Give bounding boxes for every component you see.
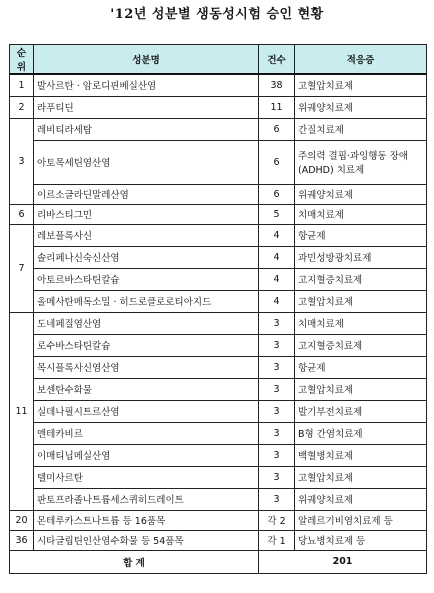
ingredient-cell: 실데나필시트르산염 bbox=[34, 400, 259, 422]
count-cell: 3 bbox=[259, 334, 295, 356]
count-cell: 3 bbox=[259, 422, 295, 444]
table-row bbox=[10, 74, 427, 96]
ingredient-cell: 라푸티딘 bbox=[34, 96, 259, 118]
ingredient-cell: 발사르탄 · 암로디핀베실산염 bbox=[34, 74, 259, 96]
table-row bbox=[10, 356, 427, 378]
count-cell: 4 bbox=[259, 290, 295, 312]
header-ingredient: 성분명 bbox=[34, 45, 259, 75]
ingredient-cell: 텔미사르탄 bbox=[34, 466, 259, 488]
use-cell: 치매치료제 bbox=[295, 312, 427, 334]
use-cell: 항균제 bbox=[295, 356, 427, 378]
table-row bbox=[10, 466, 427, 488]
count-cell: 5 bbox=[259, 204, 295, 224]
ingredient-cell: 레보플록사신 bbox=[34, 224, 259, 246]
table-row bbox=[10, 224, 427, 246]
use-cell: 고혈압치료제 bbox=[295, 74, 427, 96]
count-cell: 3 bbox=[259, 444, 295, 466]
approval-table bbox=[9, 44, 427, 574]
use-cell: 백혈병치료제 bbox=[295, 444, 427, 466]
count-cell: 4 bbox=[259, 246, 295, 268]
use-cell: 고혈압치료제 bbox=[295, 378, 427, 400]
use-cell: 고혈압치료제 bbox=[295, 466, 427, 488]
count-cell: 11 bbox=[259, 96, 295, 118]
total-label: 합 계 bbox=[10, 550, 259, 573]
count-cell: 38 bbox=[259, 74, 295, 96]
ingredient-cell: 몬테루카스트나트륨 등 16품목 bbox=[34, 510, 259, 530]
use-cell: 고지혈증치료제 bbox=[295, 268, 427, 290]
total-row bbox=[10, 550, 427, 573]
ingredient-cell: 이르소글라딘말레산염 bbox=[34, 184, 259, 204]
use-cell: 위궤양치료제 bbox=[295, 184, 427, 204]
table-row bbox=[10, 246, 427, 268]
ingredient-cell: 판토프라졸나트륨세스퀴히드레이트 bbox=[34, 488, 259, 510]
table-row bbox=[10, 400, 427, 422]
use-cell: 항균제 bbox=[295, 224, 427, 246]
table-row bbox=[10, 510, 427, 530]
use-cell: 당뇨병치료제 등 bbox=[295, 530, 427, 550]
use-cell: 알레르기비염치료제 등 bbox=[295, 510, 427, 530]
use-cell: 위궤양치료제 bbox=[295, 96, 427, 118]
use-cell: B형 간염치료제 bbox=[295, 422, 427, 444]
count-cell: 3 bbox=[259, 356, 295, 378]
rank-cell: 11 bbox=[10, 312, 34, 510]
table-row bbox=[10, 118, 427, 140]
use-cell: 주의력 결핍·과잉행동 장애(ADHD) 치료제 bbox=[295, 140, 427, 184]
ingredient-cell: 엔테카비르 bbox=[34, 422, 259, 444]
ingredient-cell: 도네페질염산염 bbox=[34, 312, 259, 334]
ingredient-cell: 시타글립틴인산염수화물 등 54품목 bbox=[34, 530, 259, 550]
ingredient-cell: 솔리페나신숙신산염 bbox=[34, 246, 259, 268]
ingredient-cell: 이매티닙메실산염 bbox=[34, 444, 259, 466]
table-row bbox=[10, 312, 427, 334]
rank-cell: 7 bbox=[10, 224, 34, 312]
table-row bbox=[10, 378, 427, 400]
table-row bbox=[10, 530, 427, 550]
ingredient-cell: 아토목세틴염산염 bbox=[34, 140, 259, 184]
rank-cell: 1 bbox=[10, 74, 34, 96]
table-row bbox=[10, 268, 427, 290]
ingredient-cell: 로수바스타틴칼슘 bbox=[34, 334, 259, 356]
count-cell: 3 bbox=[259, 378, 295, 400]
count-cell: 4 bbox=[259, 268, 295, 290]
count-cell: 3 bbox=[259, 312, 295, 334]
table-body bbox=[10, 74, 427, 550]
table-row bbox=[10, 334, 427, 356]
count-cell: 4 bbox=[259, 224, 295, 246]
rank-cell: 3 bbox=[10, 118, 34, 204]
table-row bbox=[10, 444, 427, 466]
count-cell: 각 2 bbox=[259, 510, 295, 530]
ingredient-cell: 목시플록사신염산염 bbox=[34, 356, 259, 378]
page-title: '12년 성분별 생동성시험 승인 현황 bbox=[110, 7, 324, 22]
table-row bbox=[10, 96, 427, 118]
rank-cell: 6 bbox=[10, 204, 34, 224]
count-cell: 3 bbox=[259, 488, 295, 510]
header-count: 건수 bbox=[259, 45, 295, 75]
table-row bbox=[10, 140, 427, 184]
use-cell: 고지혈증치료제 bbox=[295, 334, 427, 356]
ingredient-cell: 아토르바스타틴칼슘 bbox=[34, 268, 259, 290]
header-rank: 순위 bbox=[10, 45, 34, 75]
count-cell: 각 1 bbox=[259, 530, 295, 550]
use-cell: 발기부전치료제 bbox=[295, 400, 427, 422]
table-row bbox=[10, 204, 427, 224]
ingredient-cell: 올메사탄메독소밀 · 히드로클로로티아지드 bbox=[34, 290, 259, 312]
use-cell: 과민성방광치료제 bbox=[295, 246, 427, 268]
use-cell: 간질치료제 bbox=[295, 118, 427, 140]
table-row bbox=[10, 422, 427, 444]
use-cell: 치매치료제 bbox=[295, 204, 427, 224]
table-row bbox=[10, 488, 427, 510]
ingredient-cell: 리바스티그민 bbox=[34, 204, 259, 224]
rank-cell: 2 bbox=[10, 96, 34, 118]
header-use: 적응증 bbox=[295, 45, 427, 75]
ingredient-cell: 보센탄수화물 bbox=[34, 378, 259, 400]
table-row bbox=[10, 290, 427, 312]
table-header-row bbox=[10, 45, 427, 75]
count-cell: 6 bbox=[259, 118, 295, 140]
rank-cell: 36 bbox=[10, 530, 34, 550]
rank-cell: 20 bbox=[10, 510, 34, 530]
total-value: 201 bbox=[259, 550, 427, 573]
count-cell: 3 bbox=[259, 466, 295, 488]
table-row bbox=[10, 184, 427, 204]
use-cell: 위궤양치료제 bbox=[295, 488, 427, 510]
count-cell: 6 bbox=[259, 184, 295, 204]
count-cell: 6 bbox=[259, 140, 295, 184]
count-cell: 3 bbox=[259, 400, 295, 422]
ingredient-cell: 레비티라세탐 bbox=[34, 118, 259, 140]
use-cell: 고혈압치료제 bbox=[295, 290, 427, 312]
